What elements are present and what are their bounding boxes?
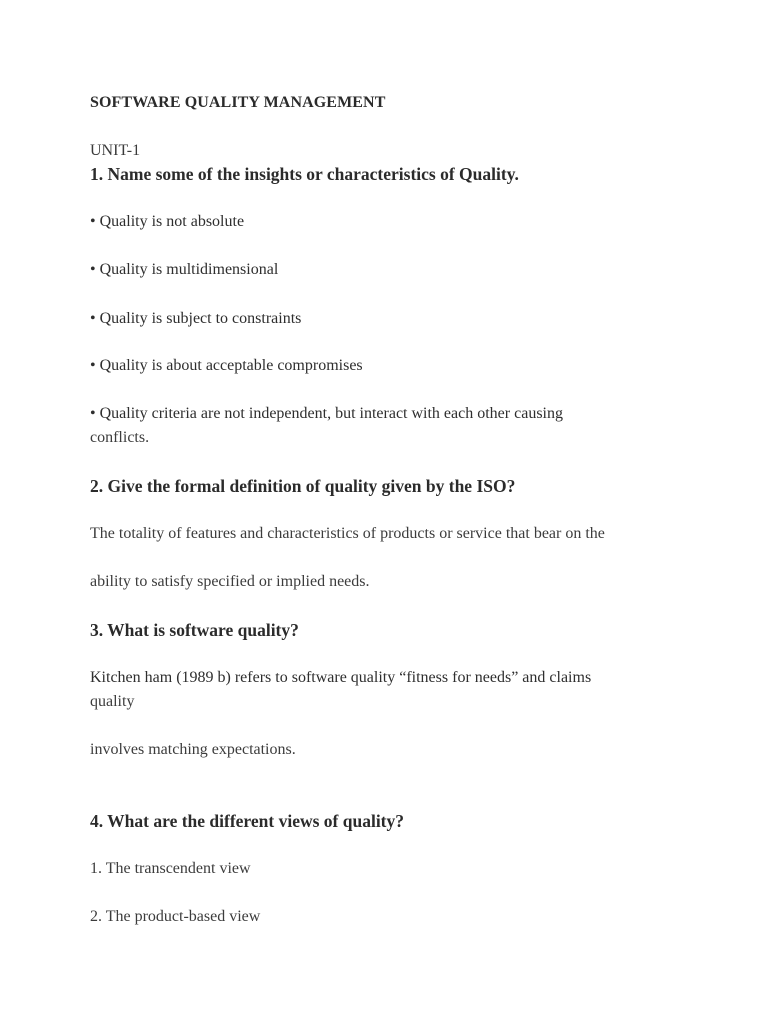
question-2-heading: 2. Give the formal definition of quality given by the ISO? — [90, 476, 516, 496]
bullet-icon: • — [90, 405, 96, 422]
question-1-bullet — [90, 262, 278, 278]
question-1-bullet — [90, 358, 363, 374]
unit-label: UNIT-1 — [90, 142, 141, 159]
question-1-bullet — [90, 214, 244, 230]
bullet-continuation: conflicts. — [90, 429, 150, 446]
question-3-answer-line: quality — [90, 693, 135, 710]
question-3-answer-line: Kitchen ham (1989 b) refers to software quality “fitness for needs” and claims — [90, 669, 592, 686]
question-3-answer-line: involves matching expectations. — [90, 741, 296, 758]
bullet-text: Quality is about acceptable compromises — [99, 357, 363, 374]
document-title: SOFTWARE QUALITY MANAGEMENT — [90, 94, 386, 111]
bullet-icon: • — [90, 310, 96, 327]
question-4-answer-line: 1. The transcendent view — [90, 860, 251, 877]
bullet-text: Quality is not absolute — [99, 213, 245, 230]
question-4-heading: 4. What are the different views of quality? — [90, 811, 405, 831]
bullet-icon: • — [90, 357, 96, 374]
question-1-bullet — [90, 311, 301, 327]
question-1-bullet — [90, 406, 563, 422]
bullet-text: Quality is multidimensional — [99, 261, 279, 278]
bullet-icon: • — [90, 213, 96, 230]
bullet-text: Quality criteria are not independent, but interact with each other causing — [99, 405, 563, 422]
bullet-icon: • — [90, 261, 96, 278]
question-2-answer-line: The totality of features and characteristics of products or service that bear on the — [90, 525, 605, 542]
question-3-heading: 3. What is software quality? — [90, 620, 299, 640]
question-4-answer-line: 2. The product-based view — [90, 908, 261, 925]
question-2-answer-line: ability to satisfy specified or implied needs. — [90, 573, 370, 590]
question-1-heading: 1. Name some of the insights or characteristics of Quality. — [90, 164, 519, 184]
bullet-text: Quality is subject to constraints — [99, 310, 302, 327]
